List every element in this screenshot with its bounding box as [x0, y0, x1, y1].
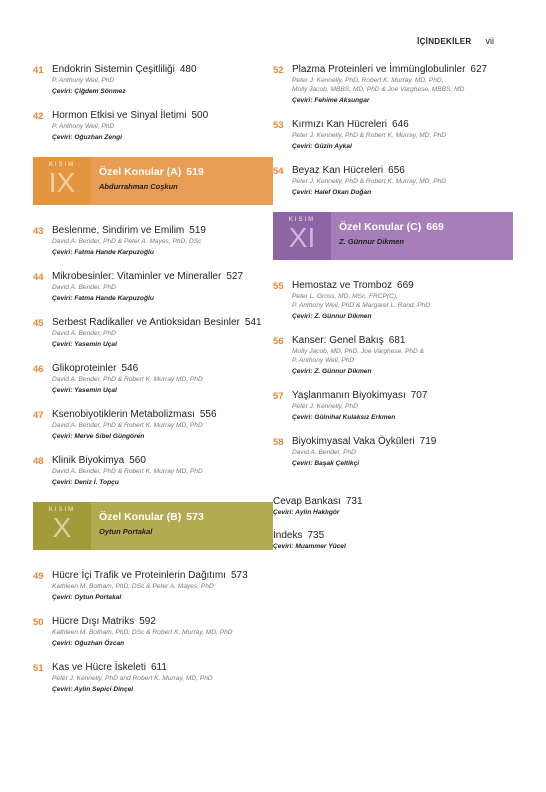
- part-numeral: XI: [288, 222, 316, 253]
- chapter-title-line: [292, 119, 513, 131]
- toc-entry[interactable]: [273, 390, 513, 423]
- chapter-authors: P. Anthony Weil, PhD: [52, 77, 115, 84]
- toc-entry[interactable]: [273, 335, 513, 377]
- entry-body: [292, 165, 513, 198]
- chapter-title: Beslenme, Sindirim ve Emilim: [52, 225, 185, 236]
- chapter-page: 646: [392, 119, 409, 130]
- part-title-line: [339, 221, 505, 234]
- toc-entry[interactable]: [33, 64, 273, 97]
- chapter-title: Kırmızı Kan Hücreleri: [292, 119, 388, 130]
- chapter-number: 50: [33, 617, 44, 628]
- chapter-translator: Çeviri: Merve Sibel Güngören: [52, 433, 145, 440]
- spacer: [273, 482, 513, 496]
- entry-body: [292, 64, 513, 106]
- toc-entry[interactable]: [33, 317, 273, 350]
- chapter-title: Hücre İçi Trafik ve Proteinlerin Dağıtımı: [52, 570, 226, 581]
- chapter-title: Serbest Radikaller ve Antioksidan Besinler: [52, 317, 240, 328]
- chapter-title-line: [52, 225, 273, 237]
- chapter-number: 51: [33, 663, 44, 674]
- part-label: KISIM: [288, 217, 316, 223]
- chapter-number: 54: [273, 166, 284, 177]
- entry-body: [52, 455, 273, 488]
- chapter-page: 592: [139, 616, 156, 627]
- chapter-page: 519: [189, 225, 206, 236]
- chapter-number: 45: [33, 318, 44, 329]
- part-editor: Abdurrahman Coşkun: [99, 182, 178, 191]
- chapter-number: 55: [273, 281, 284, 292]
- toc-entry[interactable]: [33, 409, 273, 442]
- chapter-title: Hemostaz ve Tromboz: [292, 280, 393, 291]
- chapter-authors: David A. Bender, PhD: [52, 284, 116, 291]
- part-title: Özel Konular (B): [99, 511, 182, 523]
- chapter-title: Beyaz Kan Hücreleri: [292, 165, 384, 176]
- chapter-title-line: [52, 317, 273, 329]
- backmatter-page: 731: [345, 496, 363, 507]
- chapter-page: 627: [470, 64, 488, 75]
- chapter-title: Ksenobiyotiklerin Metabolizması: [52, 409, 195, 420]
- chapter-translator: Çeviri: Z. Günnur Dikmen: [292, 368, 372, 375]
- chapter-title-line: [292, 436, 513, 448]
- chapter-title: Endokrin Sistemin Çeşitliliği: [52, 64, 175, 75]
- toc-entry[interactable]: [273, 280, 513, 322]
- part-page: 573: [186, 511, 204, 523]
- part-title: Özel Konular (C): [339, 221, 422, 233]
- entry-body: [52, 363, 273, 396]
- chapter-number: 47: [33, 410, 44, 421]
- part-label-box: [33, 157, 91, 205]
- part-label-box: [273, 212, 331, 260]
- chapter-authors: P. Anthony Weil, PhD: [292, 357, 355, 364]
- chapter-number: 44: [33, 272, 44, 283]
- chapter-title-line: [52, 110, 273, 122]
- toc-entry[interactable]: [33, 363, 273, 396]
- entry-body: [292, 436, 513, 469]
- page-header: [417, 36, 494, 46]
- toc-entry[interactable]: [33, 225, 273, 258]
- chapter-title-line: [52, 271, 273, 283]
- backmatter-page: 735: [307, 530, 325, 541]
- backmatter-title: İndeks: [273, 530, 303, 541]
- part-page: 519: [186, 166, 204, 178]
- chapter-page: 500: [191, 110, 209, 121]
- chapter-translator: Çeviri: Fatma Hande Karpuzoğlu: [52, 295, 154, 302]
- chapter-translator: Çeviri: Oytun Portakal: [52, 594, 122, 601]
- chapter-translator: Çeviri: Z. Günnur Dikmen: [292, 313, 372, 320]
- toc-column-left: [33, 64, 273, 708]
- chapter-number: 52: [273, 65, 284, 76]
- chapter-title-line: [52, 409, 273, 421]
- chapter-title: Yaşlanmanın Biyokimyası: [292, 390, 406, 401]
- chapter-authors: David A. Bender, PhD & Robert K. Murray MD, PhD: [52, 468, 203, 475]
- part-label: KISIM: [48, 507, 76, 513]
- chapter-page: 527: [226, 271, 244, 282]
- part-title-box: [91, 502, 273, 550]
- chapter-number: 56: [273, 336, 284, 347]
- chapter-page: 556: [199, 409, 217, 420]
- chapter-page: 546: [121, 363, 139, 374]
- chapter-title-line: [52, 455, 273, 467]
- toc-entry[interactable]: [33, 271, 273, 304]
- chapter-translator: Çeviri: Deniz İ. Topçu: [52, 479, 119, 486]
- toc-entry[interactable]: [273, 165, 513, 198]
- entry-body: [52, 409, 273, 442]
- running-title: İÇİNDEKİLER: [417, 37, 472, 46]
- chapter-page: 573: [230, 570, 248, 581]
- chapter-title-line: [292, 280, 513, 292]
- chapter-title-line: [52, 570, 273, 582]
- chapter-authors: P. Anthony Weil, PhD & Margaret L. Rand, PhD: [292, 302, 431, 309]
- entry-body: [52, 271, 273, 304]
- chapter-number: 48: [33, 456, 44, 467]
- chapter-title: Hormon Etkisi ve Sinyal İletimi: [52, 110, 187, 121]
- chapter-translator: Çeviri: Çiğdem Sönmez: [52, 88, 126, 95]
- part-banner[interactable]: [33, 157, 273, 205]
- toc-entry[interactable]: [273, 436, 513, 469]
- chapter-translator: Çeviri: Fatma Hande Karpuzoğlu: [52, 249, 154, 256]
- entry-body: [292, 280, 513, 322]
- chapter-page: 707: [410, 390, 428, 401]
- part-banner[interactable]: [273, 212, 513, 260]
- backmatter-title-line: [273, 496, 513, 508]
- chapter-translator: Çeviri: Gülnihal Kulaksız Erkmen: [292, 414, 396, 421]
- entry-body: [292, 335, 513, 377]
- chapter-translator: Çeviri: Oğuzhan Özcan: [52, 640, 125, 647]
- chapter-page: 560: [129, 455, 146, 466]
- chapter-title-line: [292, 335, 513, 347]
- chapter-title: Biyokimyasal Vaka Öyküleri: [292, 436, 415, 447]
- chapter-authors: Peter J. Kennelly, PhD, Robert K. Murray, MD, PhD,: [292, 77, 444, 84]
- chapter-authors: P. Anthony Weil, PhD: [52, 123, 115, 130]
- part-editor: Z. Günnur Dikmen: [339, 237, 405, 246]
- part-title-line: [99, 166, 265, 179]
- chapter-title: Hücre Dışı Matriks: [52, 616, 135, 627]
- chapter-title: Mikrobesinler: Vitaminler ve Mineraller: [52, 271, 222, 282]
- toc-entry[interactable]: [33, 616, 273, 649]
- entry-body: [292, 119, 513, 152]
- chapter-title-line: [52, 616, 273, 628]
- chapter-page: 541: [244, 317, 262, 328]
- entry-body: [52, 662, 273, 695]
- chapter-number: 43: [33, 226, 44, 237]
- chapter-translator: Çeviri: Yasemin Uçal: [52, 387, 117, 394]
- chapter-title: Glikoproteinler: [52, 363, 117, 374]
- backmatter-entry[interactable]: [273, 530, 513, 552]
- entry-body: [52, 110, 273, 143]
- backmatter-title-line: [273, 530, 513, 542]
- chapter-translator: Çeviri: Fehime Aksungar: [292, 97, 370, 104]
- toc-entry[interactable]: [33, 110, 273, 143]
- chapter-authors: David A. Bender, PhD & Robert K. Murray MD, PhD: [52, 422, 203, 429]
- part-label-box: [33, 502, 91, 550]
- entry-body: [52, 570, 273, 603]
- chapter-title-line: [292, 64, 513, 76]
- part-banner[interactable]: [33, 502, 273, 550]
- chapter-page: 656: [388, 165, 405, 176]
- backmatter-title: Cevap Bankası: [273, 496, 341, 507]
- part-page: 669: [426, 221, 444, 233]
- chapter-translator: Çeviri: Halef Okan Doğan: [292, 189, 372, 196]
- chapter-authors: Peter J. Kennelly, PhD & Robert K. Murray, MD, PhD: [292, 178, 447, 185]
- chapter-authors: David A. Bender, PhD & Robert K. Murray MD, PhD: [52, 376, 203, 383]
- chapter-title: Klinik Biyokimya: [52, 455, 125, 466]
- chapter-number: 49: [33, 571, 44, 582]
- part-title-box: [331, 212, 513, 260]
- chapter-number: 53: [273, 120, 284, 131]
- page-number: vii: [485, 36, 494, 46]
- chapter-authors: Peter J. Kennelly, PhD & Robert K. Murray, MD, PhD: [292, 132, 447, 139]
- chapter-translator: Çeviri: Güzin Aykal: [292, 143, 352, 150]
- toc-entry[interactable]: [273, 64, 513, 106]
- chapter-title-line: [52, 662, 273, 674]
- part-title-box: [91, 157, 273, 205]
- backmatter-translator: Çeviri: Aylin Haklıgör: [273, 509, 340, 516]
- chapter-page: 669: [397, 280, 414, 291]
- chapter-number: 58: [273, 437, 284, 448]
- part-numeral: X: [52, 512, 72, 543]
- chapter-authors: Peter L. Gross, MD, MSc, FRCP(C),: [292, 293, 398, 300]
- chapter-title-line: [52, 363, 273, 375]
- chapter-number: 41: [33, 65, 44, 76]
- entry-body: [52, 616, 273, 649]
- entry-body: [52, 317, 273, 350]
- chapter-authors: Kathleen M. Botham, PhD, DSc & Robert K. Murray, MD, PhD: [52, 629, 233, 636]
- chapter-number: 42: [33, 111, 44, 122]
- toc-entry[interactable]: [33, 455, 273, 488]
- chapter-translator: Çeviri: Aylin Sepici Dinçel: [52, 686, 134, 693]
- entry-body: [52, 64, 273, 97]
- part-editor: Oytun Portakal: [99, 527, 153, 536]
- chapter-number: 57: [273, 391, 284, 402]
- toc-entry[interactable]: [33, 570, 273, 603]
- backmatter-entry[interactable]: [273, 496, 513, 518]
- chapter-authors: Peter J. Kennelly, PhD and Robert K. Murray, MD, PhD: [52, 675, 213, 682]
- part-label: KISIM: [48, 162, 76, 168]
- chapter-authors: Molly Jacob, MD, PhD, Joe Varghese, PhD &: [292, 348, 425, 355]
- chapter-authors: Kathleen M. Botham, PhD, DSc & Peter A. Mayes, PhD: [52, 583, 214, 590]
- chapter-title-line: [292, 390, 513, 402]
- chapter-title: Kas ve Hücre İskeleti: [52, 662, 146, 673]
- chapter-number: 46: [33, 364, 44, 375]
- entry-body: [52, 225, 273, 258]
- toc-entry[interactable]: [33, 662, 273, 695]
- chapter-title-line: [52, 64, 273, 76]
- chapter-title: Plazma Proteinleri ve İmmünglobulinler: [292, 64, 466, 75]
- part-numeral: IX: [48, 167, 76, 198]
- chapter-page: 719: [419, 436, 437, 447]
- part-title-line: [99, 511, 265, 524]
- backmatter-translator: Çeviri: Muammer Yücel: [273, 543, 346, 550]
- chapter-title-line: [292, 165, 513, 177]
- entry-body: [292, 390, 513, 423]
- chapter-authors: David A. Bender, PhD: [52, 330, 116, 337]
- chapter-authors: David A. Bender, PhD & Peter A. Mayes, PhD, DSc: [52, 238, 202, 245]
- chapter-page: 480: [179, 64, 197, 75]
- part-title: Özel Konular (A): [99, 166, 182, 178]
- chapter-authors: Molly Jacob, MBBS, MD, PhD & Joe Varghese, MBBS, MD: [292, 86, 465, 93]
- chapter-translator: Çeviri: Yasemin Uçal: [52, 341, 117, 348]
- chapter-page: 681: [388, 335, 406, 346]
- chapter-translator: Çeviri: Başak Çeltikçi: [292, 460, 360, 467]
- chapter-authors: Peter J. Kennelly, PhD: [292, 403, 358, 410]
- chapter-authors: David A. Bender, PhD: [292, 449, 356, 456]
- chapter-translator: Çeviri: Oğuzhan Zengi: [52, 134, 122, 141]
- toc-column-right: [273, 64, 513, 564]
- chapter-page: 611: [150, 662, 167, 673]
- toc-entry[interactable]: [273, 119, 513, 152]
- chapter-title: Kanser: Genel Bakış: [292, 335, 384, 346]
